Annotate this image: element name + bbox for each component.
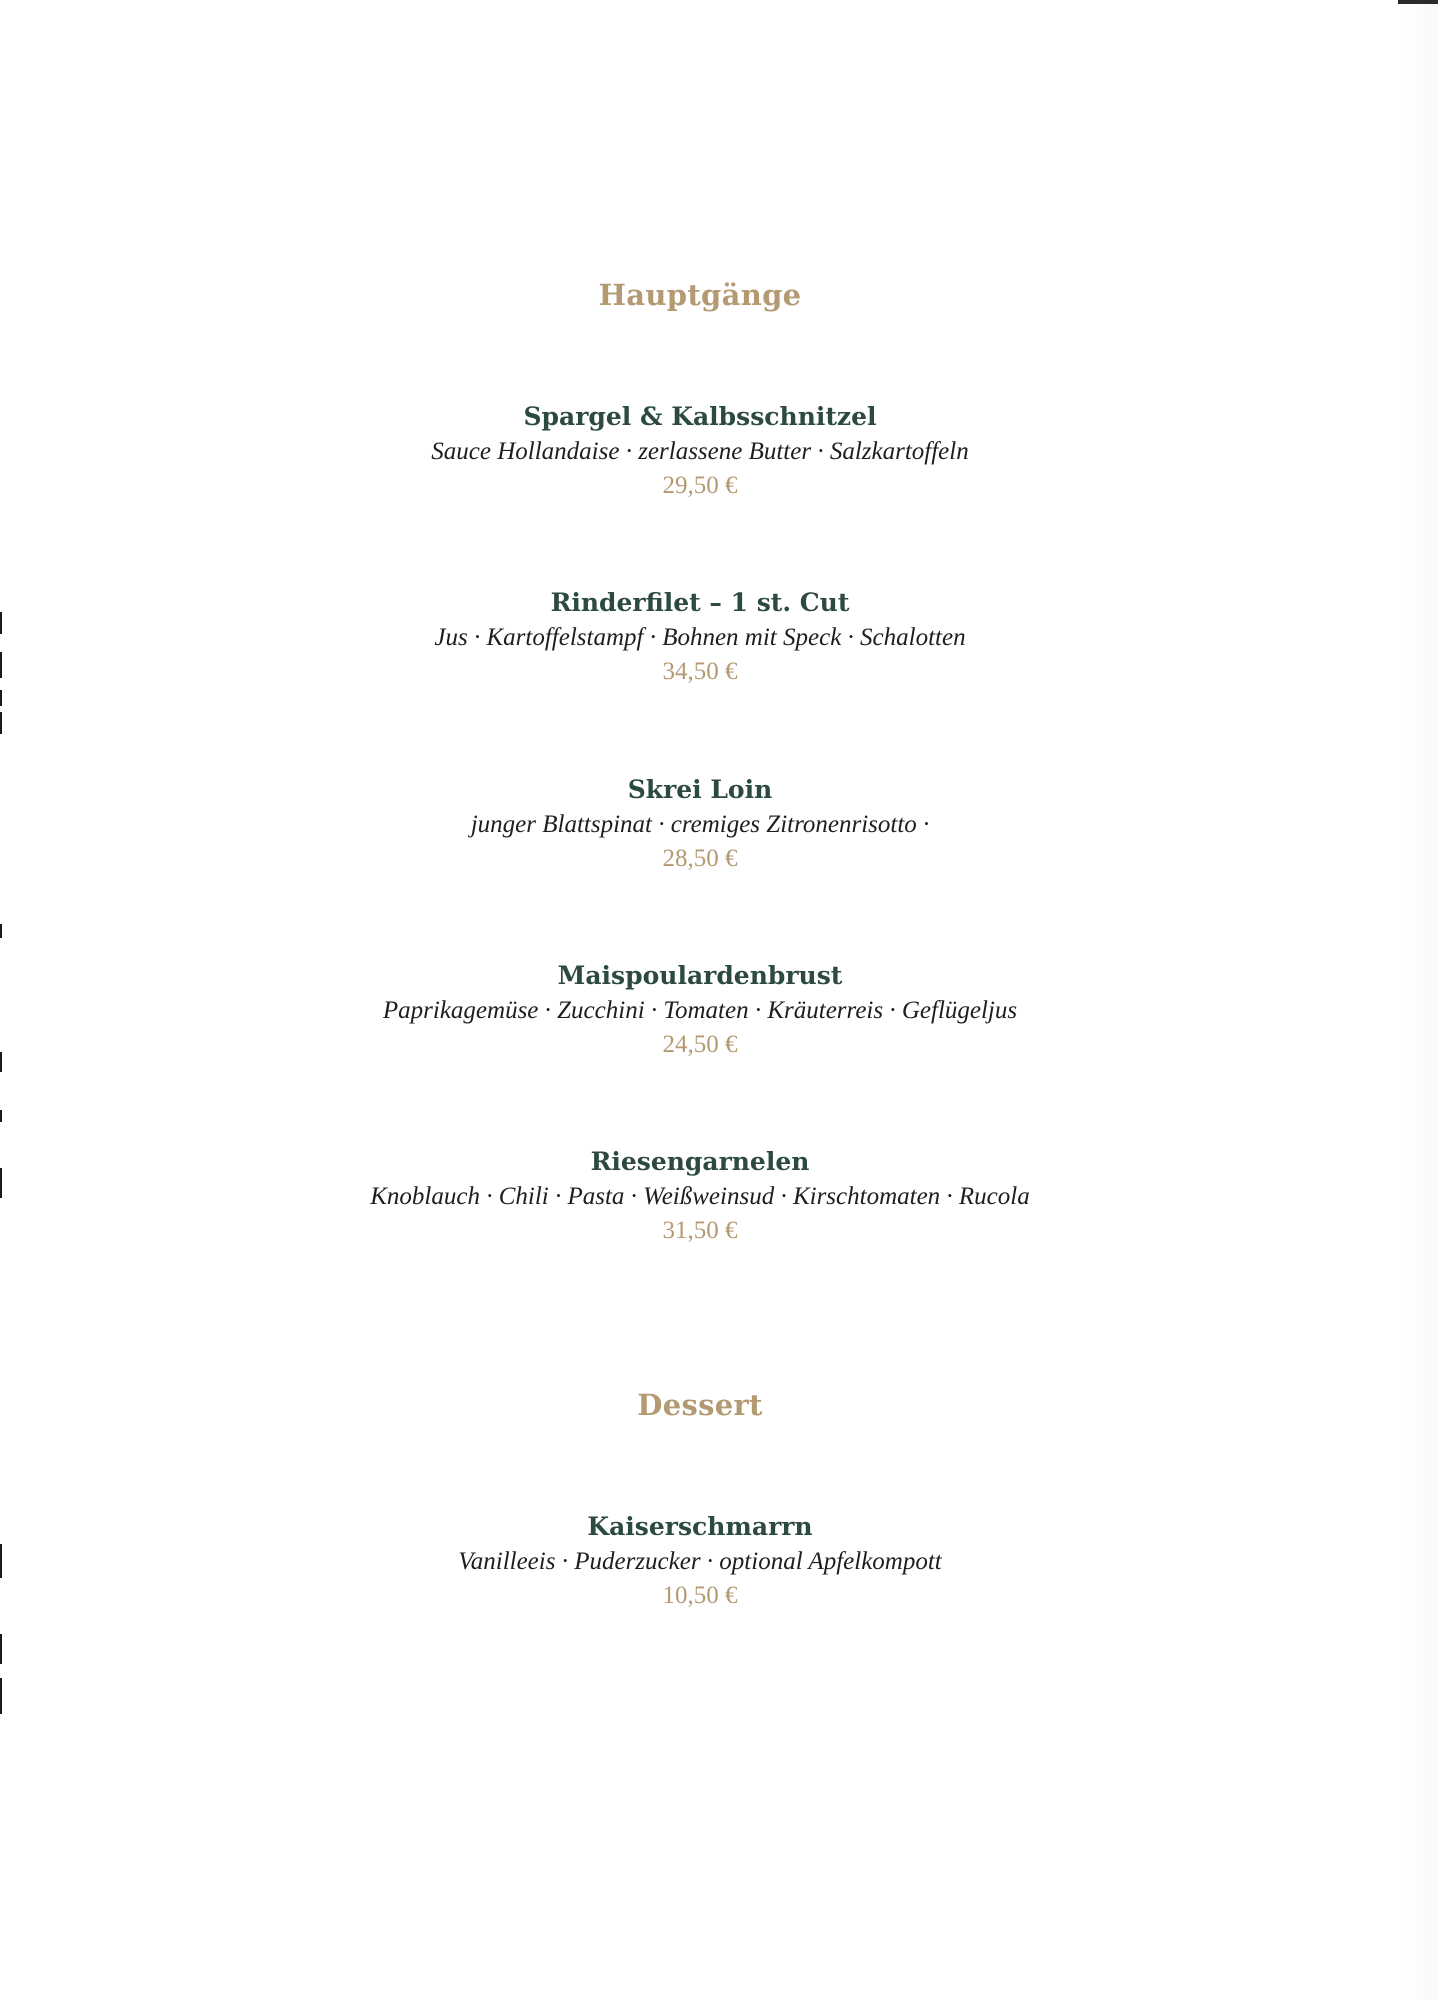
- dish-description: Paprikagemüse · Zucchini · Tomaten · Kräuterreis · Geflügeljus: [382, 997, 1018, 1024]
- dish-price: 28,50 €: [662, 845, 738, 872]
- scan-edge-shading: [1402, 0, 1438, 2000]
- dish-item: [0, 1509, 1400, 1613]
- scan-edge-mark: [0, 1110, 2, 1122]
- dish-item: [0, 585, 1400, 689]
- dish-item: [0, 958, 1400, 1062]
- dish-item: [0, 1144, 1400, 1248]
- dish-description: Jus · Kartoffelstampf · Bohnen mit Speck · Schalotten: [434, 624, 966, 651]
- dish-description: Vanilleeis · Puderzucker · optional Apfelkompott: [458, 1548, 942, 1575]
- dish-price: 29,50 €: [662, 472, 738, 499]
- scan-edge-mark: [0, 1678, 2, 1714]
- dish-item: [0, 772, 1400, 876]
- dish-name: Riesengarnelen: [590, 1147, 810, 1176]
- dish-item: [0, 399, 1400, 503]
- dish-price: 24,50 €: [662, 1031, 738, 1058]
- dish-price: 31,50 €: [662, 1217, 738, 1244]
- dish-name: Maispoulardenbrust: [557, 961, 843, 990]
- scan-edge-mark: [0, 924, 2, 938]
- dish-description: Knoblauch · Chili · Pasta · Weißweinsud · Kirschtomaten · Rucola: [370, 1183, 1030, 1210]
- scan-edge-mark: [0, 712, 2, 734]
- scan-edge-mark: [0, 690, 2, 706]
- dish-name: Rinderfilet – 1 st. Cut: [550, 588, 850, 617]
- scan-edge-mark: [0, 1634, 2, 1664]
- section-title-dessert: Dessert: [637, 1388, 763, 1422]
- section-title-hauptgaenge: Hauptgänge: [598, 278, 802, 312]
- dish-name: Kaiserschmarrn: [587, 1512, 813, 1541]
- dish-price: 10,50 €: [662, 1582, 738, 1609]
- dish-description: Sauce Hollandaise · zerlassene Butter · Salzkartoffeln: [431, 438, 969, 465]
- dish-name: Skrei Loin: [627, 775, 773, 804]
- dish-price: 34,50 €: [662, 658, 738, 685]
- dish-name: Spargel & Kalbsschnitzel: [523, 402, 877, 431]
- scan-corner-mark: [1398, 0, 1438, 4]
- dish-description: junger Blattspinat · cremiges Zitronenrisotto ·: [470, 811, 930, 838]
